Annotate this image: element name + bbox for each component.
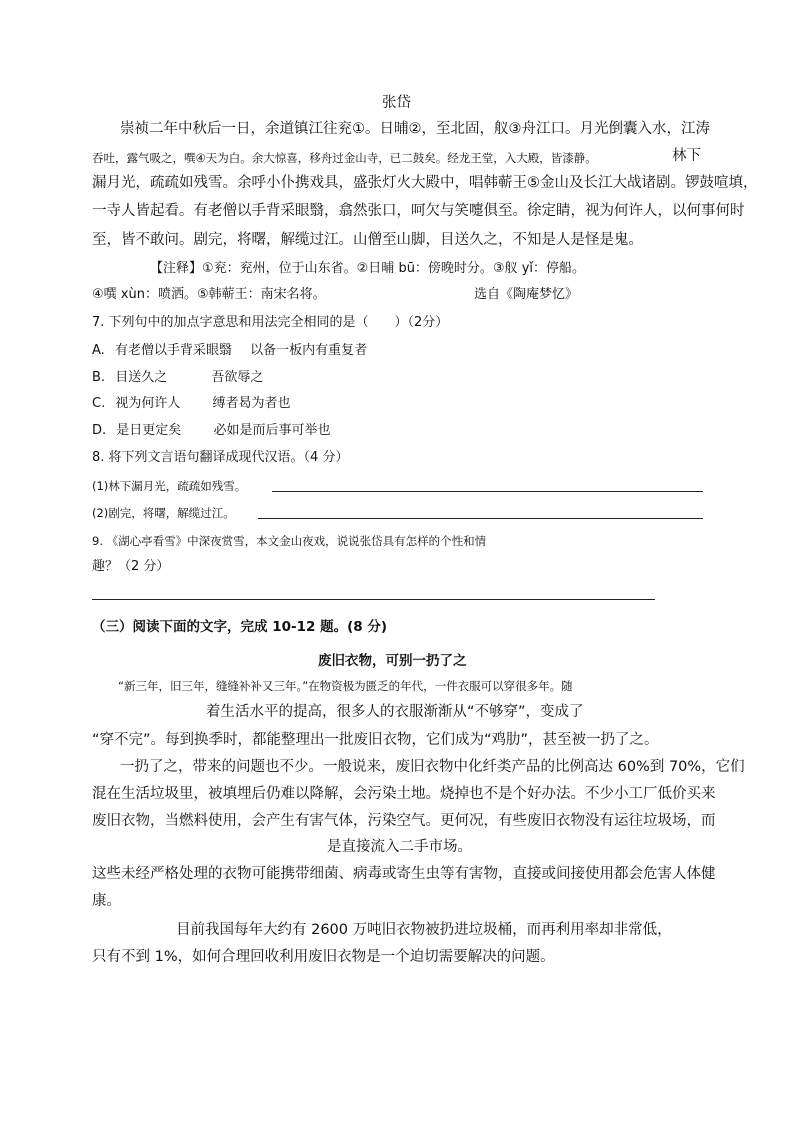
q7-option-c (92, 394, 291, 414)
passage-title: 张岱 (382, 95, 411, 111)
article-line: 康。 (92, 893, 121, 909)
section-3-heading: （三）阅读下面的文字，完成 10-12 题。(8 分) (92, 619, 388, 635)
answer-line[interactable] (258, 518, 703, 519)
option-text-a: 视为何许人 (115, 396, 181, 411)
article-line: “穿不完”。每到换季时，都能整理出一批废旧衣物，它们成为“鸡肋”，甚至被一扔了之。 (92, 732, 659, 748)
passage-line: 至，皆不敢问。剧完，将曙，解缆过江。山僧至山脚，目送久之，不知是人是怪是鬼。 (92, 232, 643, 248)
source-line: 选自《陶庵梦忆》 (474, 287, 579, 302)
option-text-a: 有老僧以手背采眼翳 (114, 343, 232, 358)
article-line: 这些未经严格处理的衣物可能携带细菌、病毒或寄生虫等有害物，直接或间接使用都会危害人体健 (92, 866, 716, 882)
option-label: A. (92, 343, 105, 358)
option-text-a: 是日更定矣 (116, 423, 182, 438)
option-text-b: 以备一板内有重复者 (250, 343, 368, 358)
passage-line: 林下 (672, 148, 701, 164)
answer-line[interactable] (92, 599, 655, 600)
notes-line: 【注释】①兖：兖州，位于山东省。②日晡 bū：傍晚时分。③舣 yǐ：停船。 (150, 261, 586, 276)
q7-option-a (92, 341, 367, 361)
option-text-b: 必如是而后事可举也 (213, 423, 331, 438)
article-line: 是直接流入二手市场。 (327, 839, 472, 855)
option-text-b: 吾欲辱之 (211, 370, 264, 385)
article-line: 一扔了之，带来的问题也不少。一般说来，废旧衣物中化纤类产品的比例高达 60%到 70%，它们 (120, 759, 745, 775)
article-title: 废旧衣物，可别一扔了之 (318, 653, 467, 669)
notes-line: ④噀 xùn：喷洒。⑤韩蕲王：南宋名将。 (92, 287, 326, 302)
q7-option-d (92, 421, 330, 441)
question-9-line-2: 趣？（2 分） (92, 559, 170, 574)
passage-line: 崇祯二年中秋后一日，余道镇江往兖①。日晡②，至北固，舣③舟江口。月光倒囊入水，江涛 (120, 121, 710, 137)
option-text-a: 目送久之 (115, 370, 168, 385)
option-text-b: 缚者曷为者也 (212, 396, 291, 411)
article-line: 着生活水平的提高，很多人的衣服渐渐从“不够穿”，变成了 (206, 704, 584, 720)
option-label: B. (92, 370, 106, 385)
option-label: C. (92, 396, 106, 411)
passage-line: 漏月光，疏疏如残雪。余呼小仆携戏具，盛张灯火大殿中，唱韩蕲王⑤金山及长江大战诸剧。锣鼓喧填， (92, 175, 758, 191)
question-9-line-1: 9. 《湖心亭看雪》中深夜赏雪，本文金山夜戏，说说张岱具有怎样的个性和情 (92, 534, 487, 548)
q8-item-2: (2)剧完，将曙，解缆过江。 (92, 506, 235, 520)
article-line: “新三年，旧三年，缝缝补补又三年。”在物资极为匮乏的年代，一件衣服可以穿很多年。随 (118, 679, 573, 693)
article-line: 目前我国每年大约有 2600 万吨旧衣物被扔进垃圾桶，而再利用率却非常低， (176, 922, 672, 938)
article-line: 废旧衣物，当燃料使用，会产生有害气体，污染空气。更何况，有些废旧衣物没有运往垃圾场，而 (92, 813, 716, 829)
option-label: D. (92, 423, 107, 438)
passage-line: 一寺人皆起看。有老僧以手背采眼翳，翕然张口，呵欠与笑嚏俱至。徐定睛，视为何许人，以何事何时 (92, 203, 745, 219)
question-7-stem: 7. 下列句中的加点字意思和用法完全相同的是（ ）（2分） (92, 315, 449, 330)
q8-item-1: (1)林下漏月光，疏疏如残雪。 (92, 479, 247, 493)
q7-option-b (92, 368, 263, 388)
question-8-stem: 8. 将下列文言语句翻译成现代汉语。（4 分） (92, 450, 349, 465)
passage-line: 吞吐，露气吸之，噀④天为白。余大惊喜，移舟过金山寺，已二鼓矣。经龙王堂，入大殿，皆漆静。 (92, 151, 597, 165)
article-line: 混在生活垃圾里，被填埋后仍难以降解，会污染土地。烧掉也不是个好办法。不少小工厂低价买来 (92, 786, 716, 802)
article-line: 只有不到 1%，如何合理回收利用废旧衣物是一个迫切需要解决的问题。 (92, 949, 555, 965)
answer-line[interactable] (272, 491, 703, 492)
